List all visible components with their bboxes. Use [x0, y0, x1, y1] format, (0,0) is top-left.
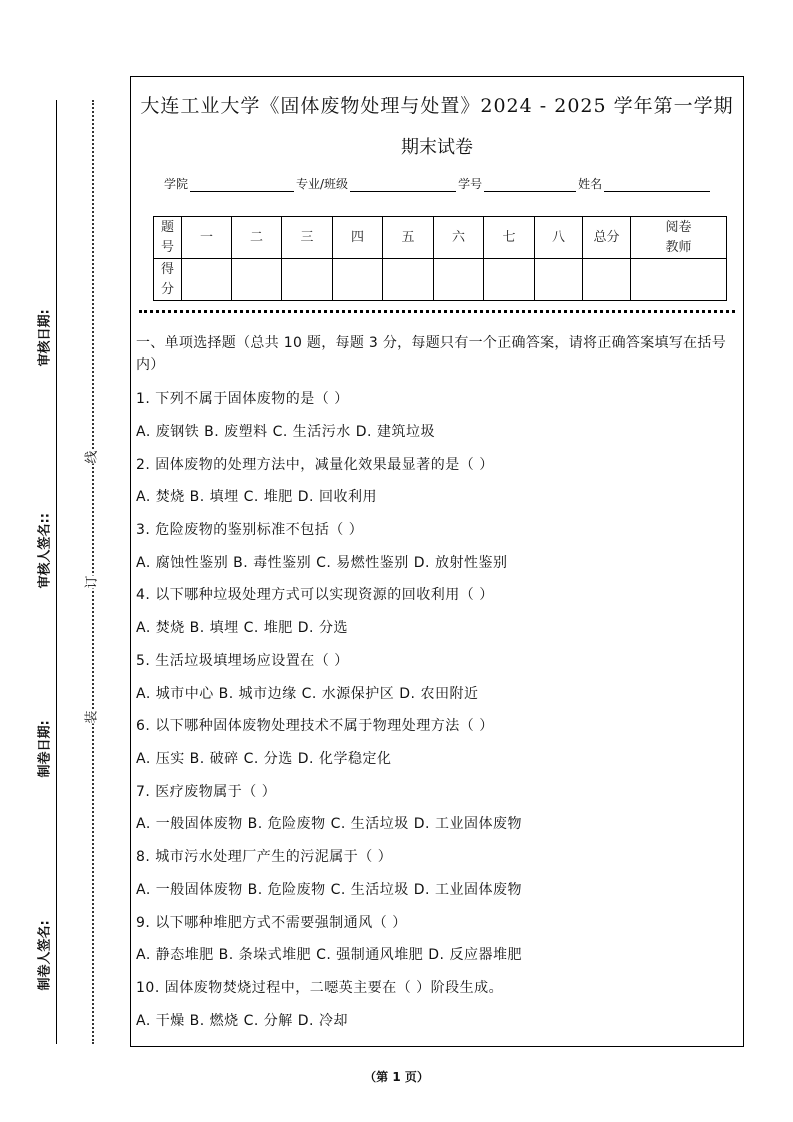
major-class-label: 专业/班级 [296, 177, 349, 191]
college-field[interactable] [190, 179, 294, 192]
question-2: 2. 固体废物的处理方法中，减量化效果最显著的是（ ） [136, 457, 494, 473]
question-6: 6. 以下哪种固体废物处理技术不属于物理处理方法（ ） [136, 718, 494, 734]
question-2-options: A. 焚烧 B. 填埋 C. 堆肥 D. 回收利用 [136, 489, 377, 505]
section-6-head: 六 [434, 217, 484, 259]
student-id-label: 学号 [458, 177, 483, 191]
exam-subtitle: 期末试卷 [401, 137, 473, 158]
total-score-cell[interactable] [583, 259, 631, 301]
question-7-options: A. 一般固体废物 B. 危险废物 C. 生活垃圾 D. 工业固体废物 [136, 816, 522, 832]
major-class-field[interactable] [350, 179, 456, 192]
question-8-options: A. 一般固体废物 B. 危险废物 C. 生活垃圾 D. 工业固体废物 [136, 882, 522, 898]
question-7: 7. 医疗废物属于（ ） [136, 784, 277, 800]
section-4-head: 四 [333, 217, 383, 259]
grader-cell[interactable] [631, 259, 727, 301]
question-4: 4. 以下哪种垃圾处理方式可以实现资源的回收利用（ ） [136, 587, 494, 603]
header-separator [139, 310, 735, 313]
section-8-head: 八 [535, 217, 583, 259]
section-2-head: 二 [232, 217, 282, 259]
section-7-head: 七 [484, 217, 535, 259]
question-5-options: A. 城市中心 B. 城市边缘 C. 水源保护区 D. 农田附近 [136, 686, 479, 702]
name-label: 姓名 [578, 177, 603, 191]
exam-title: 大连工业大学《固体废物处理与处置》2024 - 2025 学年第一学期 [140, 95, 734, 117]
exam-frame [130, 76, 744, 1047]
score-cell[interactable] [434, 259, 484, 301]
score-cell[interactable] [535, 259, 583, 301]
question-10: 10. 固体废物焚烧过程中，二噁英主要在（ ）阶段生成。 [136, 980, 504, 996]
question-3-options: A. 腐蚀性鉴别 B. 毒性鉴别 C. 易燃性鉴别 D. 放射性鉴别 [136, 555, 508, 571]
reviewer-signature-label: 审核人签名:: [34, 511, 53, 589]
paper-maker-signature-label: 制卷人签名: [34, 917, 53, 991]
name-field[interactable] [604, 179, 710, 192]
question-6-options: A. 压实 B. 破碎 C. 分选 D. 化学稳定化 [136, 751, 392, 767]
question-10-options: A. 干燥 B. 燃烧 C. 分解 D. 冷却 [136, 1013, 348, 1029]
section-5-head: 五 [383, 217, 434, 259]
question-8: 8. 城市污水处理厂产生的污泥属于（ ） [136, 849, 393, 865]
student-id-field[interactable] [484, 179, 576, 192]
score-cell[interactable] [282, 259, 333, 301]
question-no-label: 题 号 [154, 217, 182, 259]
score-table-header-row [154, 217, 727, 259]
score-table-score-row [154, 259, 727, 301]
paper-date-label: 制卷日期: [34, 708, 53, 778]
grader-head: 阅卷 教师 [631, 217, 727, 259]
score-cell[interactable] [182, 259, 232, 301]
question-1: 1. 下列不属于固体废物的是（ ） [136, 391, 349, 407]
question-1-options: A. 废钢铁 B. 废塑料 C. 生活污水 D. 建筑垃圾 [136, 424, 435, 440]
binding-char-order: 订 [84, 575, 100, 589]
score-cell[interactable] [383, 259, 434, 301]
binding-char-line: 线 [84, 450, 100, 464]
section-1-heading: 一、单项选择题（总共 10 题，每题 3 分，每题只有一个正确答案，请将正确答案填写在括号内） [136, 335, 727, 373]
review-date-label: 审核日期: [34, 297, 53, 367]
section-1-head: 一 [182, 217, 232, 259]
question-3: 3. 危险废物的鉴别标准不包括（ ） [136, 522, 364, 538]
section-3-head: 三 [282, 217, 333, 259]
score-cell[interactable] [484, 259, 535, 301]
page-number: （第 1 页） [364, 1070, 429, 1084]
left-sign-line [56, 100, 57, 1044]
question-5: 5. 生活垃圾填埋场应设置在（ ） [136, 653, 349, 669]
score-label: 得 分 [154, 259, 182, 301]
question-9-options: A. 静态堆肥 B. 条垛式堆肥 C. 强制通风堆肥 D. 反应器堆肥 [136, 947, 522, 963]
score-cell[interactable] [333, 259, 383, 301]
question-4-options: A. 焚烧 B. 填埋 C. 堆肥 D. 分选 [136, 620, 348, 636]
score-table [153, 216, 727, 301]
binding-char-bind: 装 [84, 710, 100, 724]
total-score-head: 总分 [583, 217, 631, 259]
student-info-row [164, 175, 712, 192]
binding-dotted-line [92, 100, 94, 1044]
score-cell[interactable] [232, 259, 282, 301]
question-9: 9. 以下哪种堆肥方式不需要强制通风（ ） [136, 915, 407, 931]
college-label: 学院 [164, 177, 189, 191]
